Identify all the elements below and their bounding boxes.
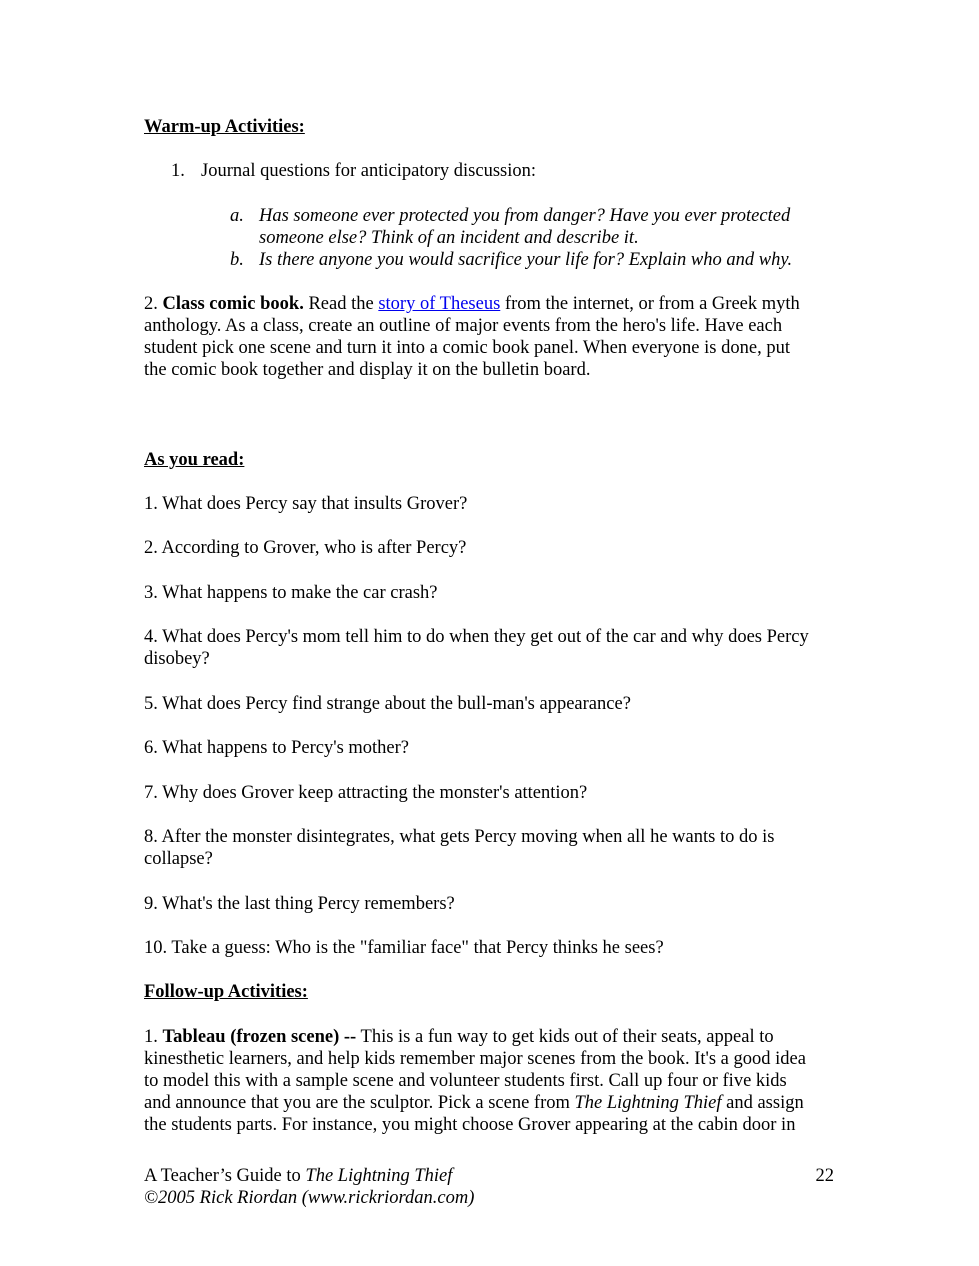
tableau-line4-post: and assign [726, 1093, 804, 1113]
question-8 [144, 826, 844, 870]
comic-line1 [144, 293, 844, 315]
warmup-heading: Warm-up Activities: [144, 117, 305, 137]
tableau-line2: kinesthetic learners, and help kids remember major scenes from the book. It's a good idea [144, 1049, 806, 1069]
theseus-story-link[interactable]: story of Theseus [378, 294, 501, 314]
tableau-line1 [144, 1026, 844, 1048]
question-4-line2: disobey? [144, 649, 210, 669]
tableau-line4 [144, 1092, 844, 1114]
follow-up-heading: Follow-up Activities: [144, 982, 308, 1002]
comic-line3: student pick one scene and turn it into a comic book panel. When everyone is done, put [144, 338, 790, 358]
footer [144, 1165, 834, 1209]
footer-copyright: ©2005 Rick Riordan (www.rickriordan.com) [144, 1188, 475, 1208]
question-4 [144, 626, 844, 670]
question-8-line2: collapse? [144, 849, 213, 869]
sub-question-a-line2: someone else? Think of an incident and describe it. [259, 228, 639, 248]
question-9: 9. What's the last thing Percy remembers? [144, 894, 455, 914]
comic-line4: the comic book together and display it on the bulletin board. [144, 360, 591, 380]
tableau-paragraph [144, 1026, 844, 1136]
question-7: 7. Why does Grover keep attracting the monster's attention? [144, 783, 588, 803]
comic-post-link: from the internet, or from a Greek myth [504, 294, 800, 314]
tableau-number: 1. [144, 1027, 158, 1047]
comic-number: 2. [144, 294, 158, 314]
sub-question-a-label: a. [230, 206, 244, 226]
sub-question-a [259, 205, 829, 249]
comic-title: Class comic book. [162, 294, 304, 314]
comic-line2: anthology. As a class, create an outline of major events from the hero's life. Have each [144, 316, 783, 336]
footer-guide-title: The Lightning Thief [305, 1166, 453, 1186]
question-10: 10. Take a guess: Who is the "familiar face" that Percy thinks he sees? [144, 938, 664, 958]
sub-question-b-label: b. [230, 250, 244, 270]
tableau-line3: to model this with a sample scene and volunteer students first. Call up four or five kids [144, 1071, 787, 1091]
class-comic-book-paragraph [144, 293, 844, 381]
as-you-read-heading: As you read: [144, 450, 245, 470]
sub-question-a-line1: Has someone ever protected you from danger? Have you ever protected [259, 206, 791, 226]
footer-guide-line [144, 1165, 834, 1187]
tableau-line5: the students parts. For instance, you might choose Grover appearing at the cabin door in [144, 1115, 796, 1135]
tableau-book-title: The Lightning Thief [574, 1093, 722, 1113]
warmup-item1-text: Journal questions for anticipatory discussion: [201, 161, 537, 181]
sub-question-b: Is there anyone you would sacrifice your life for? Explain who and why. [259, 250, 793, 270]
question-3: 3. What happens to make the car crash? [144, 583, 438, 603]
page-number: 22 [815, 1166, 834, 1186]
footer-guide-prefix: A Teacher’s Guide to [144, 1166, 301, 1186]
question-1: 1. What does Percy say that insults Grover? [144, 494, 468, 514]
question-8-line1: 8. After the monster disintegrates, what gets Percy moving when all he wants to do is [144, 827, 775, 847]
question-4-line1: 4. What does Percy's mom tell him to do when they get out of the car and why does Percy [144, 627, 809, 647]
question-6: 6. What happens to Percy's mother? [144, 738, 410, 758]
tableau-title: Tableau (frozen scene) -- [162, 1027, 357, 1047]
warmup-item1-number: 1. [171, 161, 185, 181]
tableau-line4-pre: and announce that you are the sculptor. Pick a scene from [144, 1093, 570, 1113]
comic-pre-link: Read the [308, 294, 374, 314]
question-5: 5. What does Percy find strange about the bull-man's appearance? [144, 694, 631, 714]
tableau-first-rest: This is a fun way to get kids out of their seats, appeal to [360, 1027, 774, 1047]
question-2: 2. According to Grover, who is after Percy? [144, 538, 467, 558]
